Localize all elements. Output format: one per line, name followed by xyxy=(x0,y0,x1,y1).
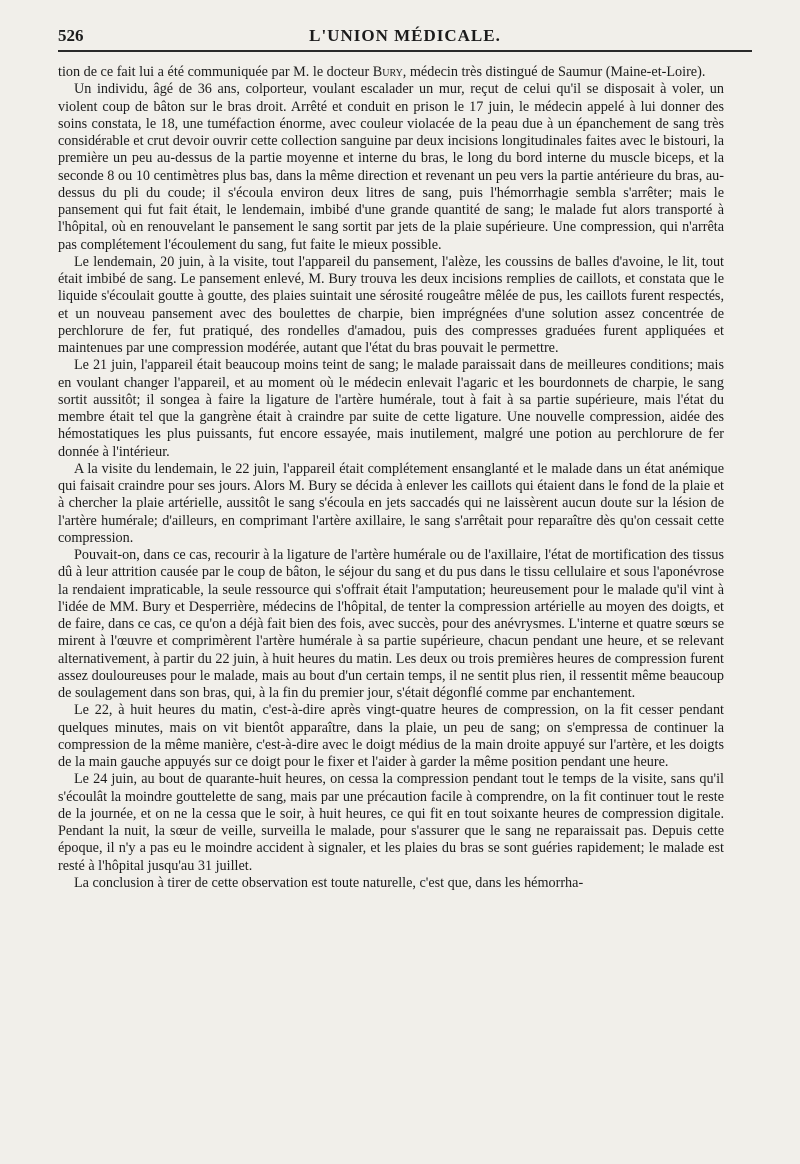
paragraph: Un individu, âgé de 36 ans, colporteur, voulant escalader un mur, reçut de celui qu'il se disposait à voler, un violent coup de bâton sur le bras droit. Arrêté et conduit en prison le 17 juin, le médecin appelé à lui donner des soins constata, le 18, une tuméfaction énorme, avec couleur violacée de la peau due à un épanchement de sang très considérable et crut devoir ouvrir cette collection sanguine par deux incisions longitudinales faites avec le bistouri, la première un peu au-dessus de la partie moyenne et interne du bras, le long du bord interne du muscle biceps, et la seconde 8 ou 10 centimètres plus bas, dans la même direction et revenant un peu vers la partie antérieure du bras, au-dessus du pli du coude; il s'écoula environ deux litres de sang, puis l'hémorrhagie sembla s'arrêter; mais le pansement qui fut fait était, le lendemain, imbibé d'une grande quantité de sang; le malade fut alors transporté à l'hôpital, où en renouvelant le pansement le sang sortit par jets de la plaie supérieure. Une compression, qui n'arrêta pas complétement l'écoulement du sang, fut faite le mieux possible. xyxy=(58,81,724,253)
paragraph: Le 22, à huit heures du matin, c'est-à-dire après vingt-quatre heures de compression, on la fit cesser pendant quelques minutes, mais on vit bientôt apparaître, dans la plaie, un peu de sang; on s'empressa de continuer la compression de la même manière, c'est-à-dire avec le doigt médius de la main droite appuyé sur l'artère, et les doigts de la main gauche appuyés sur ce doigt pour le fixer et l'aider à garder la même position pendant une heure. xyxy=(58,702,724,770)
running-title: L'UNION MÉDICALE. xyxy=(309,26,501,45)
paragraph xyxy=(58,64,724,81)
paragraph: Pouvait-on, dans ce cas, recourir à la ligature de l'artère humérale ou de l'axillaire, l'état de mortification des tissus dû à leur attrition causée par le coup de bâton, le séjour du sang et du pus dans le tissu cellulaire et sous l'aponévrose la rendaient impraticable, la seule ressource qui s'offrait était l'amputation; heureusement pour le malade qu'il vint à l'idée de MM. Bury et Desperrière, médecins de l'hôpital, de tenter la compression artérielle au moyen des doigts, et de faire, dans ce cas, ce qu'on a déjà fait bien des fois, avec succès, pour des anévrysmes. L'interne et quatre sœurs se mirent à l'œuvre et comprimèrent l'artère humérale à sa partie supérieure, chacun pendant une heure, et se relevant alternativement, à partir du 22 juin, à huit heures du matin. Les deux ou trois premières heures de compression furent assez douloureuses pour le malade, mais au bout d'un certain temps, il ne sentit plus rien, il ressentit même beaucoup de soulagement dans son bras, qui, à la fin du premier jour, s'était dégonflé comme par enchantement. xyxy=(58,547,724,701)
text-run: tion de ce fait lui a été communiquée par M. le docteur xyxy=(58,64,373,80)
paragraph: Le 24 juin, au bout de quarante-huit heures, on cessa la compression pendant tout le temps de la visite, sans qu'il s'écoulât la moindre gouttelette de sang, mais par une précaution facile à comprendre, on la fit continuer tout le reste de la journée, et on ne la cessa que le soir, à huit heures, ce qui fit en tout soixante heures de compression digitale. Pendant la nuit, la sœur de veille, surveilla le malade, pour s'assurer que le sang ne reparaissait pas. Depuis cette époque, il n'y a pas eu le moindre accident à signaler, et les plaies du bras se sont guéries rapidement; le malade est resté à l'hôpital jusqu'au 31 juillet. xyxy=(58,771,724,874)
paragraph: La conclusion à tirer de cette observation est toute naturelle, c'est que, dans les hémorrha- xyxy=(74,874,584,891)
text-run: , médecin très distingué de Saumur (Maine-et-Loire). xyxy=(402,64,706,80)
author-name: Bury xyxy=(372,64,403,80)
paragraph: Le lendemain, 20 juin, à la visite, tout l'appareil du pansement, l'alèze, les coussins de balles d'avoine, le lit, tout était imbibé de sang. Le pansement enlevé, M. Bury trouva les deux incisions remplies de caillots, et constata que le liquide s'écoulait goutte à goutte, des plaies suintait une sérosité rougeâtre mêlée de pus, les caillots furent respectés, et un nouveau pansement avec des boulettes de charpie, bien imprégnées d'une solution assez concentrée de perchlorure de fer, fut pratiqué, des rondelles d'amadou, puis des compresses graduées furent appliquées et maintenues par une compression modérée, autant que l'état du bras pouvait le permettre. xyxy=(58,253,724,356)
page-number: 526 xyxy=(58,26,84,45)
article-body xyxy=(58,64,724,892)
paragraph: A la visite du lendemain, le 22 juin, l'appareil était complétement ensanglanté et le malade dans un état anémique qui faisait craindre pour ses jours. Alors M. Bury se décida à enlever les caillots qui étaient dans le fond de la plaie et à chercher la plaie artérielle, aussitôt le sang s'écoula en jets saccadés qui ne laissèrent aucun doute sur la lésion de l'artère humérale; d'ailleurs, en comprimant l'artère axillaire, le sang s'arrêtait pour reparaître dès qu'on cessait cette compression. xyxy=(58,460,724,546)
page-header xyxy=(58,20,752,52)
paragraph: Le 21 juin, l'appareil était beaucoup moins teint de sang; le malade paraissait dans de meilleures conditions; mais en voulant changer l'appareil, et au moment où le médecin enlevait l'agaric et les bourdonnets de charpie, le sang sortit aussitôt; il songea à faire la ligature de l'artère humérale, tout à fait à sa partie supérieure, mais l'état du membre était tel que la gangrène était à craindre par suite de cette ligature. Une nouvelle compression, aidée des hémostatiques les plus puissants, fut encore essayée, mais inutilement, malgré une potion au perchlorure de fer donnée à l'intérieur. xyxy=(58,357,724,460)
